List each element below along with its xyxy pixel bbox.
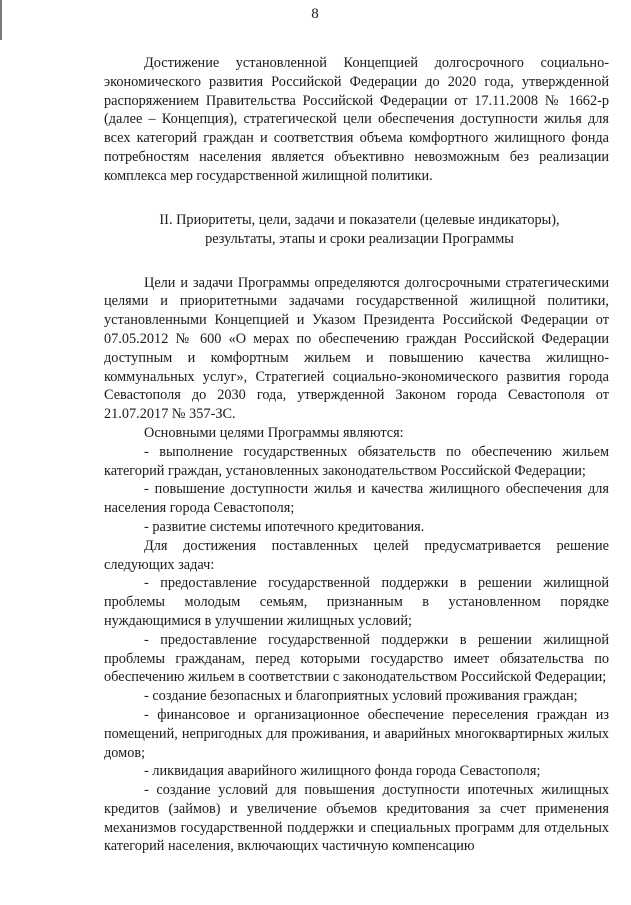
section-heading-line-2: результаты, этапы и сроки реализации Программы (205, 230, 514, 247)
task-item: - ликвидация аварийного жилищного фонда города Севастополя; (144, 763, 541, 780)
page-number: 8 (311, 6, 319, 22)
goals-intro-paragraph: Цели и задачи Программы определяются долгосрочными стратегическими целями и приоритетными задачами государственной жилищной политики, установленными Концепцией и Указом Президента Российской Федерации от 07.05.2012 № 600 «О мерах по обеспечению граждан Российской Федерации доступным и комфортным жильем и повышению качества жилищно-коммунальных услуг», Стратегией социально-экономического развития города Севастополя до 2030 года, утвержденной Законом города Севастополя от 21.07.2017 № 357-ЗС. (104, 274, 609, 423)
main-goal-item: - развитие системы ипотечного кредитования. (144, 518, 425, 535)
document-body (104, 54, 609, 856)
main-goal-item: - выполнение государственных обязательств по обеспечению жильем категорий граждан, установленных законодательством Российской Федерации; (104, 443, 609, 479)
task-item: - создание безопасных и благоприятных условий проживания граждан; (144, 688, 578, 705)
intro-paragraph: Достижение установленной Концепцией долгосрочного социально-экономического развития Российской Федерации до 2020 года, утвержденной распоряжением Правительства Российской Федерации от 17.11.2008 № 1662-р (далее – Концепция), стратегической цели обеспечения доступности жилья для всех категорий граждан и соответствия объема комфортного жилищного фонда потребностям населения является объективно невозможным без реализации комплекса мер государственной жилищной политики. (104, 55, 609, 184)
task-item: - создание условий для повышения доступности ипотечных жилищных кредитов (займов) и увеличение объемов кредитования за счет применения механизмов государственной поддержки и специальных программ для отдельных категорий населения, включающих частичную компенсацию (104, 782, 609, 855)
scan-edge-mark (0, 0, 2, 40)
tasks-label: Для достижения поставленных целей предусматривается решение следующих задач: (104, 537, 609, 573)
task-item: - предоставление государственной поддержки в решении жилищной проблемы гражданам, перед которыми государство имеет обязательства по обеспечению жильем в соответствии с законодательством Российской Федерации; (104, 631, 609, 686)
section-heading-line-1: II. Приоритеты, цели, задачи и показатели (целевые индикаторы), (159, 211, 560, 228)
main-goals-label: Основными целями Программы являются: (144, 424, 404, 441)
section-heading (104, 211, 609, 249)
main-goal-item: - повышение доступности жилья и качества жилищного обеспечения для населения города Севастополя; (104, 481, 609, 517)
task-item: - финансовое и организационное обеспечение переселения граждан из помещений, непригодных для проживания, и аварийных многоквартирных жилых домов; (104, 706, 609, 761)
task-item: - предоставление государственной поддержки в решении жилищной проблемы молодым семьям, признанным в установленном порядке нуждающимися в улучшении жилищных условий; (104, 575, 609, 629)
